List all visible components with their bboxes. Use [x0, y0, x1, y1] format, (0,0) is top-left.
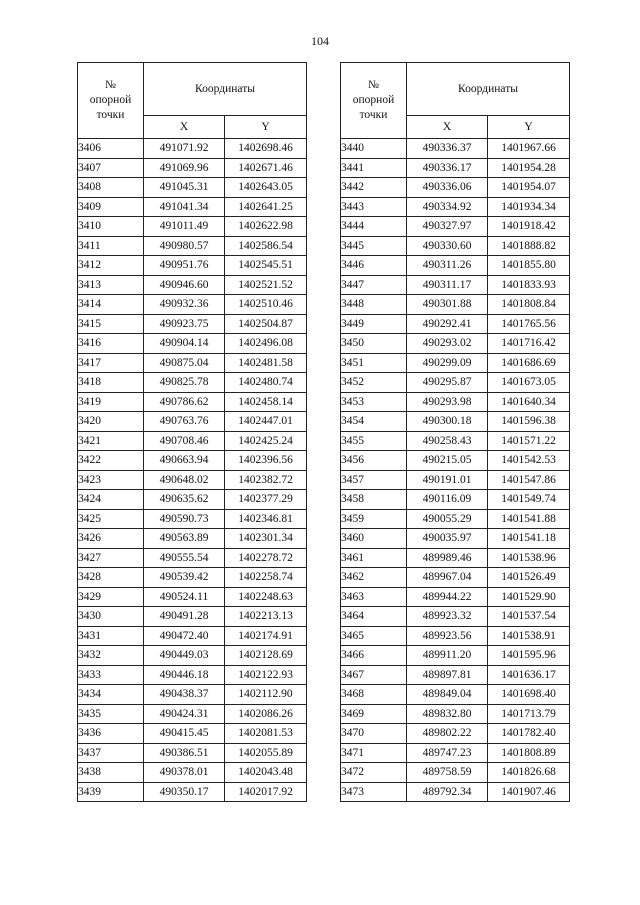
- x-coordinate-cell: 489923.32: [407, 607, 488, 627]
- table-row: [78, 178, 307, 198]
- table-row: [78, 646, 307, 666]
- y-coordinate-cell: 1401686.69: [488, 353, 570, 373]
- point-number-cell: 3466: [341, 646, 407, 666]
- y-coordinate-cell: 1401541.88: [488, 509, 570, 529]
- table-row: [78, 373, 307, 393]
- x-coordinate-cell: 490923.75: [144, 314, 225, 334]
- y-coordinate-cell: 1402510.46: [225, 295, 307, 315]
- y-coordinate-cell: 1402346.81: [225, 509, 307, 529]
- y-coordinate-cell: 1402641.25: [225, 197, 307, 217]
- point-number-cell: 3465: [341, 626, 407, 646]
- x-coordinate-cell: 490932.36: [144, 295, 225, 315]
- point-number-cell: 3436: [78, 724, 144, 744]
- y-coordinate-cell: 1402248.63: [225, 587, 307, 607]
- point-number-cell: 3431: [78, 626, 144, 646]
- y-coordinate-cell: 1401596.38: [488, 412, 570, 432]
- table-row: [341, 412, 570, 432]
- x-coordinate-cell: 489832.80: [407, 704, 488, 724]
- x-coordinate-cell: 490424.31: [144, 704, 225, 724]
- y-coordinate-cell: 1401826.68: [488, 763, 570, 783]
- x-coordinate-cell: 489989.46: [407, 548, 488, 568]
- x-coordinate-cell: 489911.20: [407, 646, 488, 666]
- x-coordinate-cell: 489849.04: [407, 685, 488, 705]
- y-coordinate-cell: 1401673.05: [488, 373, 570, 393]
- table-row: [341, 587, 570, 607]
- point-number-cell: 3414: [78, 295, 144, 315]
- point-number-cell: 3462: [341, 568, 407, 588]
- x-coordinate-cell: 490301.88: [407, 295, 488, 315]
- table-row: [78, 158, 307, 178]
- x-coordinate-cell: 489802.22: [407, 724, 488, 744]
- y-coordinate-cell: 1401967.66: [488, 139, 570, 159]
- y-coordinate-cell: 1402081.53: [225, 724, 307, 744]
- table-row: [78, 256, 307, 276]
- point-number-cell: 3423: [78, 470, 144, 490]
- coordinates-table-right: [340, 62, 570, 802]
- table-row: [341, 568, 570, 588]
- table-row: [78, 724, 307, 744]
- x-coordinate-cell: 490875.04: [144, 353, 225, 373]
- y-coordinate-cell: 1402055.89: [225, 743, 307, 763]
- point-number-cell: 3434: [78, 685, 144, 705]
- table-row: [341, 529, 570, 549]
- y-coordinate-cell: 1402480.74: [225, 373, 307, 393]
- x-coordinate-cell: 490555.54: [144, 548, 225, 568]
- y-coordinate-cell: 1402643.05: [225, 178, 307, 198]
- x-coordinate-cell: 489897.81: [407, 665, 488, 685]
- y-coordinate-cell: 1401538.91: [488, 626, 570, 646]
- point-number-cell: 3472: [341, 763, 407, 783]
- y-coordinate-cell: 1402545.51: [225, 256, 307, 276]
- point-number-cell: 3407: [78, 158, 144, 178]
- point-number-cell: 3429: [78, 587, 144, 607]
- table-row: [341, 236, 570, 256]
- y-coordinate-cell: 1402504.87: [225, 314, 307, 334]
- table-row: [341, 392, 570, 412]
- point-number-cell: 3410: [78, 217, 144, 237]
- x-column-header: X: [407, 116, 488, 139]
- point-number-cell: 3426: [78, 529, 144, 549]
- y-coordinate-cell: 1402377.29: [225, 490, 307, 510]
- y-coordinate-cell: 1402481.58: [225, 353, 307, 373]
- table-row: [341, 685, 570, 705]
- y-coordinate-cell: 1401954.07: [488, 178, 570, 198]
- x-coordinate-cell: 490350.17: [144, 782, 225, 802]
- y-coordinate-cell: 1402301.34: [225, 529, 307, 549]
- x-coordinate-cell: 490336.06: [407, 178, 488, 198]
- x-column-header: X: [144, 116, 225, 139]
- x-coordinate-cell: 489923.56: [407, 626, 488, 646]
- x-coordinate-cell: 490449.03: [144, 646, 225, 666]
- table-row: [78, 314, 307, 334]
- table-row: [341, 763, 570, 783]
- y-coordinate-cell: 1401595.96: [488, 646, 570, 666]
- point-number-cell: 3454: [341, 412, 407, 432]
- point-number-cell: 3427: [78, 548, 144, 568]
- y-coordinate-cell: 1402521.52: [225, 275, 307, 295]
- table-row: [341, 724, 570, 744]
- table-row: [78, 782, 307, 802]
- table-row: [341, 548, 570, 568]
- x-coordinate-cell: 489967.04: [407, 568, 488, 588]
- point-number-cell: 3439: [78, 782, 144, 802]
- y-coordinate-cell: 1401549.74: [488, 490, 570, 510]
- y-coordinate-cell: 1402496.08: [225, 334, 307, 354]
- y-coordinate-cell: 1401571.22: [488, 431, 570, 451]
- table-row: [341, 275, 570, 295]
- table-row: [341, 353, 570, 373]
- table-row: [341, 704, 570, 724]
- point-number-cell: 3412: [78, 256, 144, 276]
- table-row: [341, 256, 570, 276]
- y-coordinate-cell: 1402278.72: [225, 548, 307, 568]
- point-number-cell: 3464: [341, 607, 407, 627]
- x-coordinate-cell: 490300.18: [407, 412, 488, 432]
- y-coordinate-cell: 1401542.53: [488, 451, 570, 471]
- point-number-cell: 3415: [78, 314, 144, 334]
- x-coordinate-cell: 490116.09: [407, 490, 488, 510]
- x-coordinate-cell: 490446.18: [144, 665, 225, 685]
- table-row: [78, 763, 307, 783]
- point-number-cell: 3411: [78, 236, 144, 256]
- point-number-cell: 3453: [341, 392, 407, 412]
- x-coordinate-cell: 490295.87: [407, 373, 488, 393]
- point-number-cell: 3425: [78, 509, 144, 529]
- y-coordinate-cell: 1402586.54: [225, 236, 307, 256]
- x-coordinate-cell: 490055.29: [407, 509, 488, 529]
- x-coordinate-cell: 490415.45: [144, 724, 225, 744]
- point-number-header-line3: точки: [96, 109, 125, 121]
- x-coordinate-cell: 490539.42: [144, 568, 225, 588]
- table-row: [341, 646, 570, 666]
- point-number-cell: 3433: [78, 665, 144, 685]
- y-coordinate-cell: 1401640.34: [488, 392, 570, 412]
- x-coordinate-cell: 490258.43: [407, 431, 488, 451]
- point-number-cell: 3413: [78, 275, 144, 295]
- x-coordinate-cell: 491045.31: [144, 178, 225, 198]
- point-number-cell: 3449: [341, 314, 407, 334]
- y-coordinate-cell: 1402112.90: [225, 685, 307, 705]
- point-number-cell: 3416: [78, 334, 144, 354]
- table-row: [78, 217, 307, 237]
- point-number-cell: 3470: [341, 724, 407, 744]
- table-row: [341, 451, 570, 471]
- table-row: [78, 665, 307, 685]
- y-coordinate-cell: 1401698.40: [488, 685, 570, 705]
- table-row: [78, 685, 307, 705]
- y-coordinate-cell: 1402086.26: [225, 704, 307, 724]
- y-coordinate-cell: 1401526.49: [488, 568, 570, 588]
- x-coordinate-cell: 491069.96: [144, 158, 225, 178]
- x-coordinate-cell: 490336.17: [407, 158, 488, 178]
- table-row: [78, 548, 307, 568]
- point-number-cell: 3421: [78, 431, 144, 451]
- point-number-cell: 3468: [341, 685, 407, 705]
- point-number-cell: 3473: [341, 782, 407, 802]
- y-column-header: Y: [488, 116, 570, 139]
- y-coordinate-cell: 1401918.42: [488, 217, 570, 237]
- table-row: [78, 197, 307, 217]
- point-number-cell: 3419: [78, 392, 144, 412]
- point-number-cell: 3420: [78, 412, 144, 432]
- x-coordinate-cell: 490334.92: [407, 197, 488, 217]
- table-row: [341, 509, 570, 529]
- point-number-cell: 3437: [78, 743, 144, 763]
- table-row: [341, 314, 570, 334]
- point-number-header: [78, 63, 144, 139]
- table-row: [78, 509, 307, 529]
- y-coordinate-cell: 1402122.93: [225, 665, 307, 685]
- table-row: [341, 782, 570, 802]
- table-row: [78, 568, 307, 588]
- point-number-cell: 3461: [341, 548, 407, 568]
- table-row: [341, 665, 570, 685]
- table-row: [341, 470, 570, 490]
- x-coordinate-cell: 491041.34: [144, 197, 225, 217]
- x-coordinate-cell: 490980.57: [144, 236, 225, 256]
- point-number-cell: 3444: [341, 217, 407, 237]
- x-coordinate-cell: 490035.97: [407, 529, 488, 549]
- y-coordinate-cell: 1401636.17: [488, 665, 570, 685]
- page-number: 104: [311, 34, 329, 48]
- y-coordinate-cell: 1402425.24: [225, 431, 307, 451]
- point-number-cell: 3447: [341, 275, 407, 295]
- table-row: [341, 431, 570, 451]
- x-coordinate-cell: 490311.26: [407, 256, 488, 276]
- table-row: [341, 373, 570, 393]
- x-coordinate-cell: 490336.37: [407, 139, 488, 159]
- point-number-header-line2: опорной: [89, 94, 132, 106]
- table-row: [341, 490, 570, 510]
- y-coordinate-cell: 1402698.46: [225, 139, 307, 159]
- y-coordinate-cell: 1402458.14: [225, 392, 307, 412]
- point-number-cell: 3463: [341, 587, 407, 607]
- x-coordinate-cell: 490648.02: [144, 470, 225, 490]
- x-coordinate-cell: 490763.76: [144, 412, 225, 432]
- y-coordinate-cell: 1401547.86: [488, 470, 570, 490]
- point-number-cell: 3417: [78, 353, 144, 373]
- x-coordinate-cell: 490951.76: [144, 256, 225, 276]
- x-coordinate-cell: 490563.89: [144, 529, 225, 549]
- point-number-cell: 3459: [341, 509, 407, 529]
- table-row: [78, 412, 307, 432]
- point-number-cell: 3441: [341, 158, 407, 178]
- y-coordinate-cell: 1402128.69: [225, 646, 307, 666]
- x-coordinate-cell: 489792.34: [407, 782, 488, 802]
- point-number-cell: 3442: [341, 178, 407, 198]
- table-row: [78, 295, 307, 315]
- x-coordinate-cell: 490299.09: [407, 353, 488, 373]
- x-coordinate-cell: 490590.73: [144, 509, 225, 529]
- y-coordinate-cell: 1401888.82: [488, 236, 570, 256]
- y-coordinate-cell: 1402043.48: [225, 763, 307, 783]
- x-coordinate-cell: 490635.62: [144, 490, 225, 510]
- point-number-cell: 3443: [341, 197, 407, 217]
- table-row: [341, 197, 570, 217]
- table-row: [78, 626, 307, 646]
- point-number-cell: 3406: [78, 139, 144, 159]
- coordinates-header: Координаты: [407, 63, 570, 116]
- point-number-header-line3: точки: [359, 109, 388, 121]
- x-coordinate-cell: 490327.97: [407, 217, 488, 237]
- point-number-cell: 3450: [341, 334, 407, 354]
- point-number-cell: 3408: [78, 178, 144, 198]
- y-coordinate-cell: 1402017.92: [225, 782, 307, 802]
- point-number-cell: 3455: [341, 431, 407, 451]
- table-row: [341, 139, 570, 159]
- y-coordinate-cell: 1401808.89: [488, 743, 570, 763]
- table-row: [341, 158, 570, 178]
- point-number-cell: 3458: [341, 490, 407, 510]
- point-number-cell: 3409: [78, 197, 144, 217]
- y-coordinate-cell: 1402622.98: [225, 217, 307, 237]
- y-coordinate-cell: 1402396.56: [225, 451, 307, 471]
- table-row: [341, 295, 570, 315]
- y-coordinate-cell: 1401954.28: [488, 158, 570, 178]
- x-coordinate-cell: 489944.22: [407, 587, 488, 607]
- point-number-cell: 3445: [341, 236, 407, 256]
- table-row: [78, 392, 307, 412]
- table-row: [78, 451, 307, 471]
- point-number-cell: 3456: [341, 451, 407, 471]
- y-coordinate-cell: 1402258.74: [225, 568, 307, 588]
- x-coordinate-cell: 490330.60: [407, 236, 488, 256]
- point-number-cell: 3446: [341, 256, 407, 276]
- point-number-cell: 3422: [78, 451, 144, 471]
- point-number-cell: 3457: [341, 470, 407, 490]
- point-number-cell: 3424: [78, 490, 144, 510]
- table-row: [78, 139, 307, 159]
- x-coordinate-cell: 490293.98: [407, 392, 488, 412]
- table-row: [341, 217, 570, 237]
- x-coordinate-cell: 490472.40: [144, 626, 225, 646]
- point-number-cell: 3448: [341, 295, 407, 315]
- point-number-cell: 3451: [341, 353, 407, 373]
- table-row: [341, 626, 570, 646]
- point-number-header-line2: опорной: [352, 94, 395, 106]
- x-coordinate-cell: 490708.46: [144, 431, 225, 451]
- x-coordinate-cell: 491071.92: [144, 139, 225, 159]
- x-coordinate-cell: 489758.59: [407, 763, 488, 783]
- x-coordinate-cell: 490524.11: [144, 587, 225, 607]
- x-coordinate-cell: 490386.51: [144, 743, 225, 763]
- y-coordinate-cell: 1401782.40: [488, 724, 570, 744]
- point-number-header: [341, 63, 407, 139]
- x-coordinate-cell: 490786.62: [144, 392, 225, 412]
- x-coordinate-cell: 490191.01: [407, 470, 488, 490]
- y-coordinate-cell: 1402213.13: [225, 607, 307, 627]
- x-coordinate-cell: 490825.78: [144, 373, 225, 393]
- point-number-cell: 3452: [341, 373, 407, 393]
- point-number-cell: 3471: [341, 743, 407, 763]
- x-coordinate-cell: 489747.23: [407, 743, 488, 763]
- y-coordinate-cell: 1401907.46: [488, 782, 570, 802]
- y-coordinate-cell: 1401541.18: [488, 529, 570, 549]
- table-row: [341, 743, 570, 763]
- table-row: [78, 529, 307, 549]
- y-coordinate-cell: 1401713.79: [488, 704, 570, 724]
- point-number-cell: 3460: [341, 529, 407, 549]
- table-row: [78, 607, 307, 627]
- y-coordinate-cell: 1401537.54: [488, 607, 570, 627]
- x-coordinate-cell: 490904.14: [144, 334, 225, 354]
- point-number-header-line1: №: [105, 79, 116, 91]
- y-coordinate-cell: 1401855.80: [488, 256, 570, 276]
- table-row: [78, 470, 307, 490]
- table-row: [78, 236, 307, 256]
- x-coordinate-cell: 490293.02: [407, 334, 488, 354]
- y-coordinate-cell: 1402671.46: [225, 158, 307, 178]
- table-row: [341, 607, 570, 627]
- y-coordinate-cell: 1402447.01: [225, 412, 307, 432]
- x-coordinate-cell: 490311.17: [407, 275, 488, 295]
- table-row: [78, 490, 307, 510]
- y-coordinate-cell: 1401808.84: [488, 295, 570, 315]
- x-coordinate-cell: 491011.49: [144, 217, 225, 237]
- point-number-cell: 3440: [341, 139, 407, 159]
- table-row: [341, 334, 570, 354]
- x-coordinate-cell: 490491.28: [144, 607, 225, 627]
- y-coordinate-cell: 1401833.93: [488, 275, 570, 295]
- y-coordinate-cell: 1401765.56: [488, 314, 570, 334]
- point-number-header-line1: №: [368, 79, 379, 91]
- x-coordinate-cell: 490663.94: [144, 451, 225, 471]
- point-number-cell: 3418: [78, 373, 144, 393]
- point-number-cell: 3430: [78, 607, 144, 627]
- table-row: [78, 275, 307, 295]
- table-row: [78, 587, 307, 607]
- y-coordinate-cell: 1401538.96: [488, 548, 570, 568]
- x-coordinate-cell: 490438.37: [144, 685, 225, 705]
- point-number-cell: 3469: [341, 704, 407, 724]
- point-number-cell: 3438: [78, 763, 144, 783]
- y-coordinate-cell: 1401934.34: [488, 197, 570, 217]
- table-row: [78, 704, 307, 724]
- point-number-cell: 3467: [341, 665, 407, 685]
- coordinates-header: Координаты: [144, 63, 307, 116]
- coordinates-table-left: [77, 62, 307, 802]
- y-column-header: Y: [225, 116, 307, 139]
- y-coordinate-cell: 1402174.91: [225, 626, 307, 646]
- point-number-cell: 3435: [78, 704, 144, 724]
- table-row: [341, 178, 570, 198]
- point-number-cell: 3432: [78, 646, 144, 666]
- y-coordinate-cell: 1402382.72: [225, 470, 307, 490]
- y-coordinate-cell: 1401716.42: [488, 334, 570, 354]
- table-row: [78, 431, 307, 451]
- x-coordinate-cell: 490946.60: [144, 275, 225, 295]
- x-coordinate-cell: 490292.41: [407, 314, 488, 334]
- table-row: [78, 743, 307, 763]
- point-number-cell: 3428: [78, 568, 144, 588]
- y-coordinate-cell: 1401529.90: [488, 587, 570, 607]
- table-row: [78, 353, 307, 373]
- x-coordinate-cell: 490215.05: [407, 451, 488, 471]
- table-row: [78, 334, 307, 354]
- x-coordinate-cell: 490378.01: [144, 763, 225, 783]
